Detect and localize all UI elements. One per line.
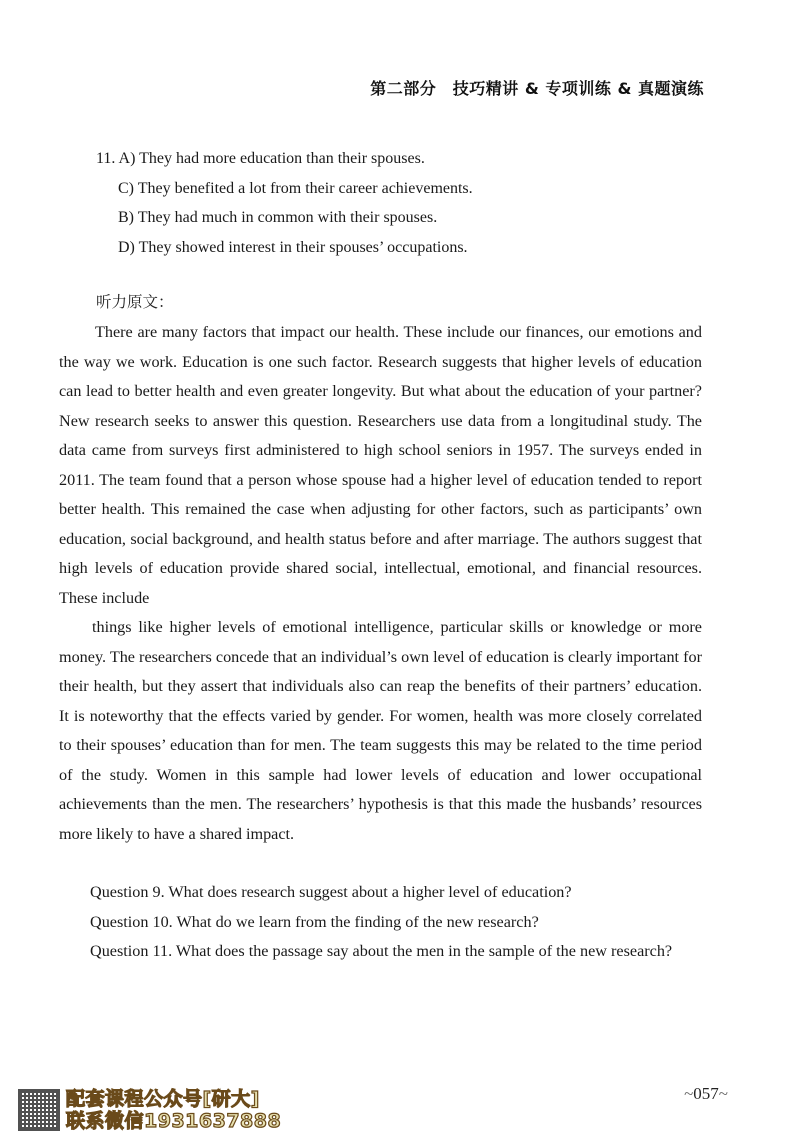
question-10: Question 10. What do we learn from the finding of the new research?: [90, 912, 539, 931]
answer-options: [96, 144, 473, 262]
stamp-text-block: [66, 1088, 281, 1132]
question-11: Question 11. What does the passage say about the men in the sample of the new research?: [90, 942, 673, 960]
option-b: B) They had much in common with their spouses.: [118, 209, 438, 226]
question-9: Question 9. What does research suggest about a higher level of education?: [90, 883, 572, 901]
stamp-line-2: 联系微信1931637888: [66, 1110, 282, 1132]
option-d: D) They showed interest in their spouses’ occupations.: [118, 238, 468, 256]
option-a: 11. A) They had more education than their spouses.: [96, 150, 425, 167]
stamp-line-1: 配套课程公众号[研大]: [66, 1088, 260, 1110]
page-number: ~ 057 ~: [684, 1084, 728, 1104]
qr-code-icon: [18, 1089, 60, 1131]
transcript-paragraph-1: There are many factors that impact our health. These include our finances, our emotions and the way we work. Education is one such factor. Research suggests that higher levels of education can lead to better health and even greater longevity. But what about the education of your partner? New research seeks to answer this question. Researchers use data from a longitudinal study. The data came from surveys first administered to high school seniors in 1957. The surveys ended in 2011. The team found that a person whose spouse had a higher level of education tended to report better health. This remained the case when adjusting for other factors, such as participants’ own education, social background, and health status before and after marriage. The authors suggest that high levels of education provide shared social, intellectual, emotional, and financial resources. These include: [59, 323, 702, 607]
option-c: C) They benefited a lot from their career achievements.: [118, 179, 473, 197]
question-list: [59, 878, 702, 967]
transcript-label: 听力原文：: [96, 293, 174, 311]
transcript-paragraph-2: things like higher levels of emotional intelligence, particular skills or knowledge or more money. The researchers concede that an individual’s own level of education is clearly important for their health, but they assert that individuals also can reap the benefits of their partners’ education. It is noteworthy that the effects varied by gender. For women, health was more closely correlated to their spouses’ education than for men. The team suggests this may be related to the time period of the study. Women in this sample had lower levels of education and lower occupational achievements than the men. The researchers’ hypothesis is that this made the husbands’ resources more likely to have a shared impact.: [59, 618, 702, 843]
running-header: 第二部分 技巧精讲 & 专项训练 & 真题演练: [370, 79, 704, 98]
promo-stamp: [18, 1088, 281, 1132]
